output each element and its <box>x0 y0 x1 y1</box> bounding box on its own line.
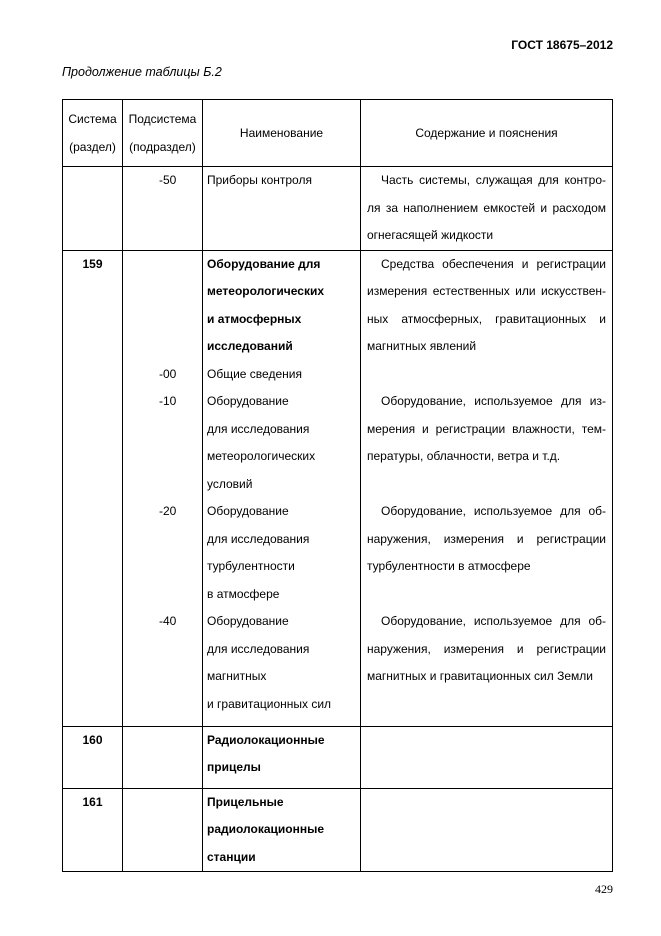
table-row <box>63 726 613 788</box>
system-code: 161 <box>82 794 103 809</box>
cell-name <box>203 250 361 726</box>
name-line: для исследования <box>207 421 310 436</box>
name-line: турбулентности <box>207 559 295 573</box>
header-subsystem-line1: Подсистема <box>128 112 197 126</box>
content-line: турбулентности в атмосфере <box>367 559 531 573</box>
content-line: пературы, облачности, ветра и т.д. <box>367 449 561 463</box>
content-line: Средства обеспечения и регистрации <box>381 256 606 271</box>
name-line: в атмосфере <box>207 586 280 601</box>
header-content: Содержание и пояснения <box>361 100 613 167</box>
cell-content <box>361 788 613 872</box>
subsystem-code: -20 <box>159 504 177 518</box>
table-row <box>63 788 613 872</box>
page-number: 429 <box>595 882 613 896</box>
header-subsystem <box>123 100 203 167</box>
cell-system <box>63 788 123 872</box>
content-line: ных атмосферных, гравитационных и <box>367 311 606 326</box>
name-line: метеорологических <box>207 284 325 298</box>
name-line: для исследования <box>207 531 310 546</box>
name-line: Оборудование <box>207 504 289 518</box>
content-line: огнегасящей жидкости <box>367 228 494 242</box>
name-line: и гравитационных сил <box>207 696 332 711</box>
header-system-line1: Система <box>68 112 117 126</box>
content-line: мерения и регистрации влажности, тем- <box>367 421 606 436</box>
name-line: условий <box>207 476 253 491</box>
cell-system <box>63 726 123 788</box>
name-line: Общие сведения <box>207 366 302 381</box>
table-caption: Продолжение таблицы Б.2 <box>62 65 222 79</box>
content-line: Оборудование, используемое для об- <box>381 614 606 628</box>
table-row <box>63 250 613 726</box>
name-line: Оборудование для <box>207 256 321 271</box>
name-line: магнитных <box>207 669 267 683</box>
content-line: наружения, измерения и регистрации <box>367 531 606 546</box>
name-line: радиолокационные <box>207 822 325 836</box>
cell-name <box>203 726 361 788</box>
name-line: и атмосферных <box>207 311 302 326</box>
header-subsystem-line2: (подраздел) <box>129 140 196 154</box>
name-line: станции <box>207 849 256 864</box>
name-line: Приборы контроля <box>207 173 312 187</box>
name-line: Радиолокационные <box>207 732 325 747</box>
name-line: исследований <box>207 339 293 353</box>
cell-name <box>203 167 361 251</box>
header-system-line2: (раздел) <box>69 140 116 154</box>
content-line: Часть системы, служащая для контро- <box>381 173 606 187</box>
name-line: для исследования <box>207 641 310 656</box>
cell-subsystem <box>123 250 203 726</box>
cell-name <box>203 788 361 872</box>
standard-number: ГОСТ 18675–2012 <box>511 38 613 52</box>
content-line: Оборудование, используемое для об- <box>381 504 606 518</box>
subsystem-code: -10 <box>159 394 177 408</box>
header-system <box>63 100 123 167</box>
table-row <box>63 167 613 251</box>
name-line: прицелы <box>207 760 261 774</box>
cell-subsystem <box>123 167 203 251</box>
name-line: метеорологических <box>207 449 316 463</box>
content-line: Оборудование, используемое для из- <box>381 394 606 408</box>
table-header-row <box>63 100 613 167</box>
cell-system <box>63 167 123 251</box>
content-line: измерения естественных или искусствен- <box>367 284 606 298</box>
system-code: 160 <box>82 732 103 747</box>
subsystem-code: -00 <box>159 366 177 381</box>
subsystem-code: -40 <box>159 614 177 628</box>
classification-table <box>62 99 613 872</box>
name-line: Прицельные <box>207 794 284 809</box>
content-line: наружения, измерения и регистрации <box>367 641 606 656</box>
cell-content <box>361 250 613 726</box>
content-line: магнитных и гравитационных сил Земли <box>367 669 593 683</box>
cell-system <box>63 250 123 726</box>
name-line: Оборудование <box>207 614 289 628</box>
cell-subsystem <box>123 726 203 788</box>
content-line: магнитных явлений <box>367 339 477 353</box>
subsystem-code: -50 <box>159 173 177 187</box>
cell-content <box>361 167 613 251</box>
header-name: Наименование <box>203 100 361 167</box>
cell-content <box>361 726 613 788</box>
cell-subsystem <box>123 788 203 872</box>
name-line: Оборудование <box>207 394 289 408</box>
system-code: 159 <box>82 256 103 271</box>
content-line: ля за наполнением емкостей и расходом <box>367 200 606 215</box>
